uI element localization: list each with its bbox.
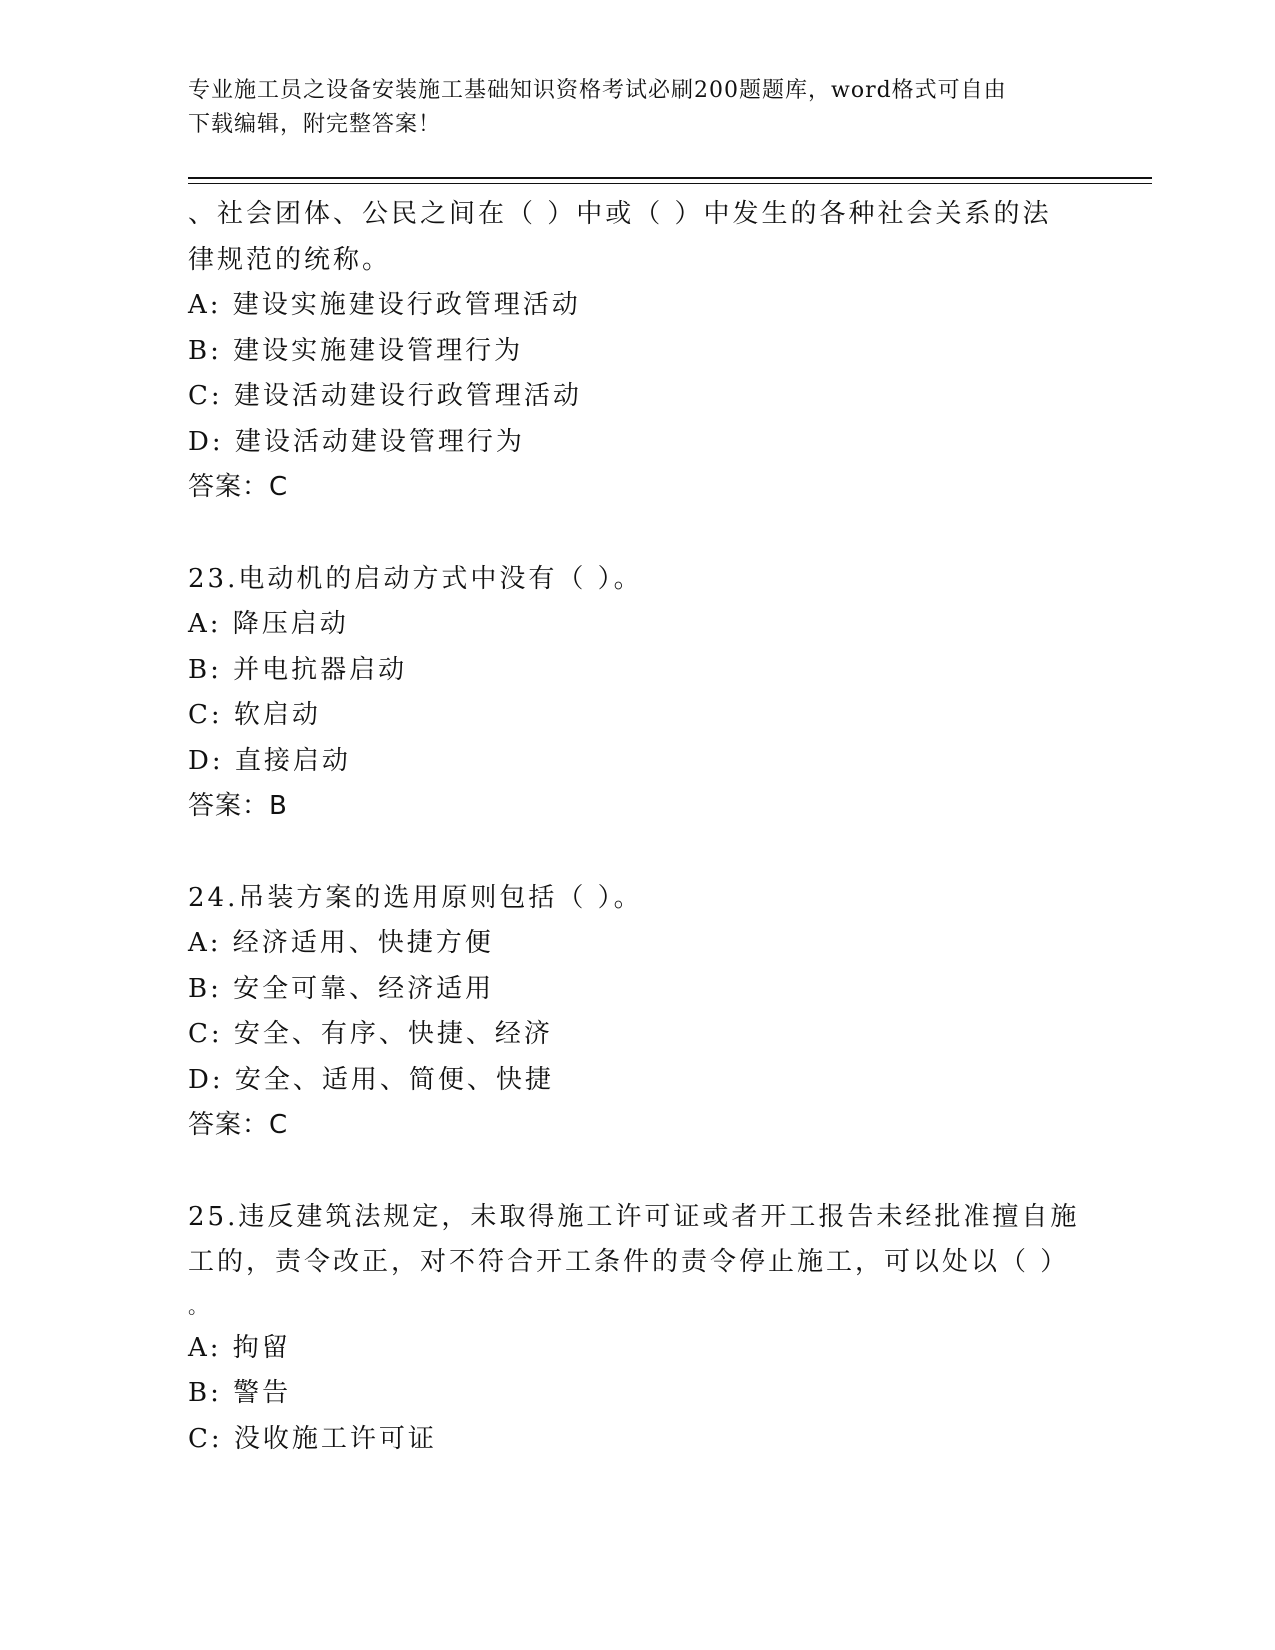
option-b: B: 建设实施建设管理行为 [188,335,524,366]
question-text-line: 、社会团体、公民之间在（ ）中或（ ）中发生的各种社会关系的法 [188,199,1052,229]
option-a: A: 经济适用、快捷方便 [188,928,494,958]
question-spacer [188,830,1088,876]
option-c: C: 软启动 [188,700,321,730]
header-line-2: 下载编辑，附完整答案！ [188,112,442,137]
question-text-line: 。 [188,1293,211,1318]
option-a: A: 降压启动 [188,609,349,639]
option-d: D: 建设活动建设管理行为 [188,426,525,457]
option-c: C: 安全、有序、快捷、经济 [188,1019,553,1049]
question-list [188,192,1088,1462]
option-d: D: 直接启动 [188,745,351,776]
question-spacer [188,1149,1088,1195]
question-23 [188,557,1088,830]
option-b: B: 警告 [188,1378,292,1408]
question-22 [188,192,1088,511]
question-text-line: 25.违反建筑法规定，未取得施工许可证或者开工报告未经批准擅自施 [188,1201,1080,1232]
option-a: A: 建设实施建设行政管理活动 [188,290,581,320]
header-line-1: 专业施工员之设备安装施工基础知识资格考试必刷200题题库，word格式可自由 [188,78,1007,103]
question-spacer [188,511,1088,557]
question-25 [188,1195,1088,1463]
answer-line: 答案：C [188,1110,289,1140]
option-b: B: 并电抗器启动 [188,654,408,685]
answer-line: 答案：C [188,472,289,502]
option-c: C: 没收施工许可证 [188,1423,437,1454]
question-text-line: 律规范的统称。 [188,244,392,275]
question-24 [188,876,1088,1149]
option-c: C: 建设活动建设行政管理活动 [188,381,582,411]
question-text-line: 24.吊装方案的选用原则包括（ ）。 [188,882,643,913]
question-text-line: 工的，责令改正，对不符合开工条件的责令停止施工，可以处以（ ） [188,1247,1070,1277]
option-b: B: 安全可靠、经济适用 [188,973,495,1004]
question-text-line: 23.电动机的启动方式中没有（ ）。 [188,563,643,594]
option-a: A: 拘留 [188,1332,291,1363]
document-header [188,74,1088,142]
header-rule-thin [188,183,1152,184]
answer-line: 答案：B [188,791,288,821]
header-rule-thick [188,177,1152,179]
option-d: D: 安全、适用、简便、快捷 [188,1064,554,1095]
